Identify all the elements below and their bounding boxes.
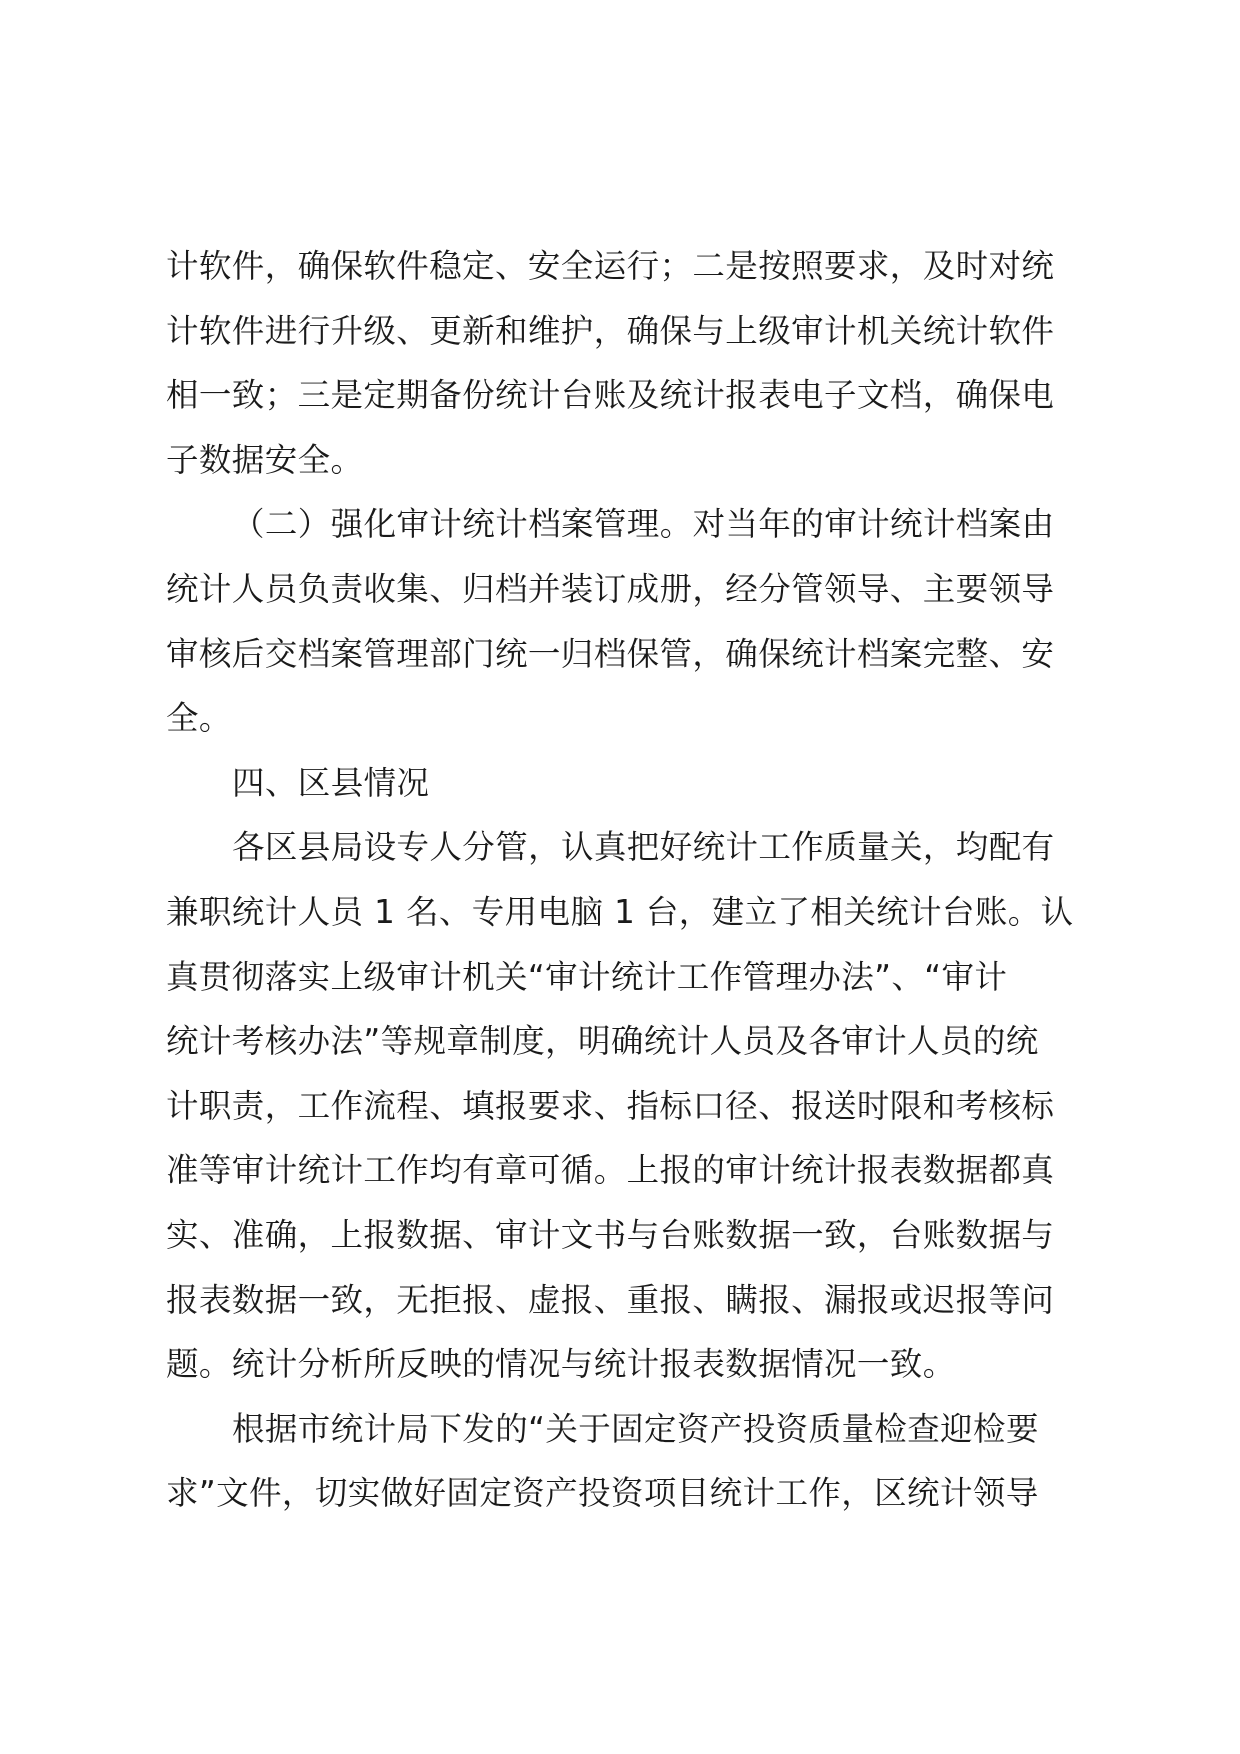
paragraph-line: 审核后交档案管理部门统一归档保管，确保统计档案完整、安: [166, 634, 1055, 673]
paragraph-line: 计软件，确保软件稳定、安全运行；二是按照要求，及时对统: [166, 247, 1055, 285]
paragraph-line: 准等审计统计工作均有章可循。上报的审计统计报表数据都真: [166, 1151, 1055, 1190]
paragraph-line: 题。统计分析所反映的情况与统计报表数据情况一致。: [166, 1345, 956, 1384]
paragraph-line: 根据市统计局下发的“关于固定资产投资质量检查迎检要: [232, 1409, 1039, 1448]
paragraph-line: 求”文件，切实做好固定资产投资项目统计工作，区统计领导: [166, 1474, 1039, 1513]
paragraph-line: 统计人员负责收集、归档并装订成册，经分管领导、主要领导: [166, 569, 1055, 608]
section-heading-line: （二）强化审计统计档案管理。对当年的审计统计档案由: [232, 505, 1055, 544]
paragraph-line: 实、准确，上报数据、审计文书与台账数据一致，台账数据与: [166, 1215, 1055, 1254]
paragraph-line: 计职责，工作流程、填报要求、指标口径、报送时限和考核标: [166, 1086, 1055, 1125]
paragraph-line: 计软件进行升级、更新和维护，确保与上级审计机关统计软件: [166, 311, 1055, 350]
paragraph-line: 真贯彻落实上级审计机关“审计统计工作管理办法”、“审计: [166, 957, 1008, 996]
section-heading: 四、区县情况: [232, 763, 430, 802]
paragraph-line: 相一致；三是定期备份统计台账及统计报表电子文档，确保电: [166, 376, 1055, 415]
paragraph-line: 兼职统计人员 1 名、专用电脑 1 台，建立了相关统计台账。认: [166, 892, 1074, 931]
paragraph-line: 全。: [166, 699, 232, 738]
paragraph-line: 统计考核办法”等规章制度，明确统计人员及各审计人员的统: [166, 1022, 1039, 1061]
paragraph-line: 各区县局设专人分管，认真把好统计工作质量关，均配有: [232, 828, 1055, 867]
paragraph-line: 报表数据一致，无拒报、虚报、重报、瞒报、漏报或迟报等问: [166, 1280, 1055, 1319]
document-body: [166, 234, 1086, 1526]
paragraph-line: 子数据安全。: [166, 440, 364, 479]
